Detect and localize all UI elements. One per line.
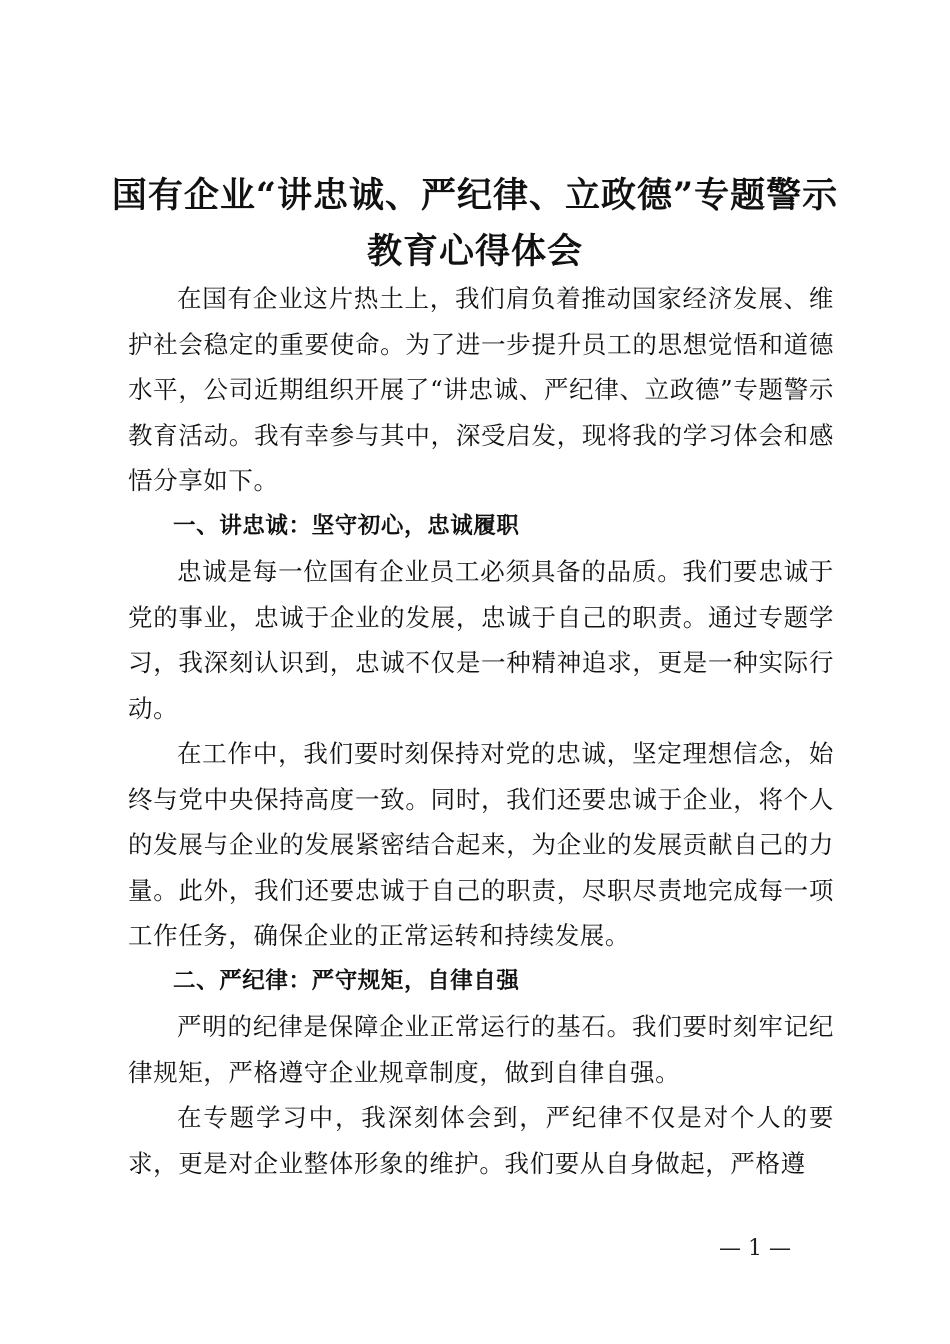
paragraph-discipline-1: 严明的纪律是保障企业正常运行的基石。我们要时刻牢记纪律规矩，严格遵守企业规章制度，做到自律自强。 bbox=[128, 1012, 834, 1087]
paragraph-discipline-2: 在专题学习中，我深刻体会到，严纪律不仅是对个人的要求，更是对企业整体形象的维护。我们要从自身做起，严格遵 bbox=[128, 1103, 834, 1178]
page-number: — 1 — bbox=[719, 1236, 791, 1261]
paragraph-loyalty-2: 在工作中，我们要时刻保持对党的忠诚，坚定理想信念，始终与党中央保持高度一致。同时，我们还要忠诚于企业，将个人的发展与企业的发展紧密结合起来，为企业的发展贡献自己的力量。此外，我们还要忠诚于自己的职责，尽职尽责地完成每一项工作任务，确保企业的正常运转和持续发展。 bbox=[128, 739, 834, 950]
paragraph-loyalty-1: 忠诚是每一位国有企业员工必须具备的品质。我们要忠诚于党的事业，忠诚于企业的发展，忠诚于自己的职责。通过专题学习，我深刻认识到，忠诚不仅是一种精神追求，更是一种实际行动。 bbox=[128, 557, 834, 723]
section-heading-discipline: 二、严纪律：严守规矩，自律自强 bbox=[173, 967, 520, 994]
paragraph-intro: 在国有企业这片热土上，我们肩负着推动国家经济发展、维护社会稳定的重要使命。为了进一步提升员工的思想觉悟和道德水平，公司近期组织开展了“讲忠诚、严纪律、立政德”专题警示教育活动。我有幸参与其中，深受启发，现将我的学习体会和感悟分享如下。 bbox=[128, 284, 834, 495]
section-heading-loyalty: 一、讲忠诚：坚守初心，忠诚履职 bbox=[173, 512, 520, 539]
document-body bbox=[128, 276, 834, 1186]
document-title: 国有企业“讲忠诚、严纪律、立政德”专题警示教育心得体会 bbox=[111, 175, 839, 272]
